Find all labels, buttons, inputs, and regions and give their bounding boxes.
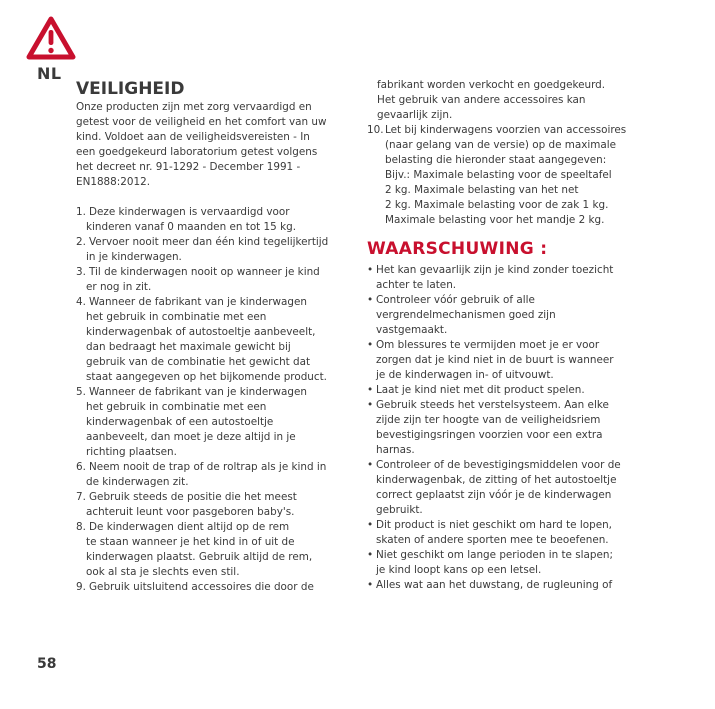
- warning-text: [376, 293, 639, 338]
- safety-rules-list-continued: [367, 123, 639, 228]
- text-line: zijde zijn ter hoogte van de veiligheidsriem: [376, 414, 601, 426]
- text-line: correct geplaatst zijn vóór je de kinderwagen: [376, 489, 612, 501]
- safety-rule-item: [76, 490, 348, 520]
- text-line: Maximale belasting voor het mandje 2 kg.: [385, 214, 605, 226]
- warning-item: [367, 293, 639, 338]
- warning-item: [367, 398, 639, 458]
- warning-text: [376, 548, 639, 578]
- safety-rule-item: [76, 265, 348, 295]
- text-line: kinderwagen plaatst. Gebruik altijd de rem,: [86, 551, 313, 563]
- text-line: 2 kg. Maximale belasting van het net: [385, 184, 579, 196]
- text-line: het gebruik in combinatie met een: [86, 311, 267, 323]
- text-line: Controleer of de bevestigingsmiddelen voor de: [376, 459, 621, 471]
- text-line: vastgemaakt.: [376, 324, 448, 336]
- rule-9-continued: [367, 78, 639, 123]
- bullet-icon: •: [367, 339, 374, 351]
- right-column: [367, 78, 639, 593]
- warning-text: [376, 578, 639, 593]
- warning-text: [376, 263, 639, 293]
- text-line: Het gebruik van andere accessoires kan: [377, 94, 586, 106]
- warning-text: [376, 518, 639, 548]
- text-line: getest voor de veiligheid en het comfort van uw: [76, 116, 327, 128]
- text-line: Vervoer nooit meer dan één kind tegelijkertijd: [89, 236, 329, 248]
- rule-text: [86, 265, 348, 295]
- text-line: EN1888:2012.: [76, 176, 151, 188]
- rule-number: 1.: [76, 206, 86, 218]
- rule-text: [86, 580, 348, 595]
- rule-text: [86, 385, 348, 460]
- text-line: gebruikt.: [376, 504, 423, 516]
- bullet-icon: •: [367, 264, 374, 276]
- text-line: kind. Voldoet aan de veiligheidsvereisten - In: [76, 131, 310, 143]
- rule-number: 2.: [76, 236, 86, 248]
- rule-number: 6.: [76, 461, 86, 473]
- text-line: kinderwagenbak of autostoeltje aanbeveelt,: [86, 326, 316, 338]
- warning-item: [367, 338, 639, 383]
- safety-intro: [76, 100, 348, 190]
- left-column: [76, 78, 348, 595]
- text-line: de kinderwagen zit.: [86, 476, 189, 488]
- text-line: Om blessures te vermijden moet je er voor: [376, 339, 600, 351]
- warning-item: [367, 518, 639, 548]
- rule-number: 4.: [76, 296, 86, 308]
- text-line: bevestigingsringen voorzien voor een extra: [376, 429, 603, 441]
- text-line: De kinderwagen dient altijd op de rem: [89, 521, 290, 533]
- rule-text: [385, 123, 639, 228]
- warning-item: [367, 458, 639, 518]
- warning-item: [367, 263, 639, 293]
- safety-rule-item: [76, 205, 348, 235]
- bullet-icon: •: [367, 519, 374, 531]
- warning-item: [367, 383, 639, 398]
- safety-rule-item: [76, 385, 348, 460]
- safety-title: VEILIGHEID: [76, 79, 185, 99]
- rule-number: 8.: [76, 521, 86, 533]
- text-line: harnas.: [376, 444, 415, 456]
- text-line: ook al sta je slechts even stil.: [86, 566, 240, 578]
- warning-text: [376, 458, 639, 518]
- text-line: Wanneer de fabrikant van je kinderwagen: [89, 296, 307, 308]
- language-code: NL: [37, 64, 62, 83]
- text-line: gevaarlijk zijn.: [377, 109, 453, 121]
- safety-rule-item: [76, 235, 348, 265]
- safety-rule-item: [367, 123, 639, 228]
- text-line: Niet geschikt om lange perioden in te slapen;: [376, 549, 613, 561]
- bullet-icon: •: [367, 579, 374, 591]
- warning-item: [367, 578, 639, 593]
- safety-rule-item: [76, 295, 348, 385]
- text-line: kinderwagenbak of een autostoeltje: [86, 416, 274, 428]
- bullet-icon: •: [367, 294, 374, 306]
- warning-text: [376, 383, 639, 398]
- text-line: richting plaatsen.: [86, 446, 177, 458]
- text-line: achteruit leunt voor pasgeboren baby's.: [86, 506, 295, 518]
- text-line: Het kan gevaarlijk zijn je kind zonder toezicht: [376, 264, 614, 276]
- text-line: het gebruik in combinatie met een: [86, 401, 267, 413]
- text-line: Neem nooit de trap of de roltrap als je kind in: [89, 461, 327, 473]
- text-line: Gebruik steeds het verstelsysteem. Aan elke: [376, 399, 609, 411]
- rule-text: [86, 295, 348, 385]
- rule-number: 5.: [76, 386, 86, 398]
- text-line: Onze producten zijn met zorg vervaardigd en: [76, 101, 312, 113]
- text-line: Alles wat aan het duwstang, de rugleuning of: [376, 579, 613, 591]
- text-line: kinderen vanaf 0 maanden en tot 15 kg.: [86, 221, 296, 233]
- text-line: staat aangegeven op het bijkomende product.: [86, 371, 327, 383]
- warning-text: [376, 398, 639, 458]
- text-line: vergrendelmechanismen goed zijn: [376, 309, 556, 321]
- text-line: Dit product is niet geschikt om hard te lopen,: [376, 519, 612, 531]
- text-line: Controleer vóór gebruik of alle: [376, 294, 535, 306]
- text-line: achter te laten.: [376, 279, 457, 291]
- text-line: het decreet nr. 91-1292 - December 1991 -: [76, 161, 301, 173]
- bullet-icon: •: [367, 399, 374, 411]
- text-line: Til de kinderwagen nooit op wanneer je kind: [89, 266, 320, 278]
- rule-text: [86, 235, 348, 265]
- text-line: zorgen dat je kind niet in de buurt is wanneer: [376, 354, 614, 366]
- text-line: fabrikant worden verkocht en goedgekeurd.: [377, 79, 606, 91]
- text-line: Laat je kind niet met dit product spelen.: [376, 384, 585, 396]
- warning-list: [367, 263, 639, 593]
- bullet-icon: •: [367, 459, 374, 471]
- warning-title: WAARSCHUWING :: [367, 239, 548, 259]
- safety-rule-item: [76, 520, 348, 580]
- safety-rule-item: [76, 460, 348, 490]
- text-line: kinderwagenbak, de zitting of het autostoeltje: [376, 474, 617, 486]
- text-line: een goedgekeurd laboratorium getest volgens: [76, 146, 318, 158]
- text-line: Gebruik steeds de positie die het meest: [89, 491, 297, 503]
- warning-text: [376, 338, 639, 383]
- text-line: Wanneer de fabrikant van je kinderwagen: [89, 386, 307, 398]
- page-number: 58: [37, 656, 57, 672]
- text-line: Bijv.: Maximale belasting voor de speeltafel: [385, 169, 612, 181]
- rule-number: 9.: [76, 581, 86, 593]
- safety-rule-item: [76, 580, 348, 595]
- rule-text: [86, 460, 348, 490]
- safety-rules-list: [76, 205, 348, 595]
- text-line: 2 kg. Maximale belasting voor de zak 1 kg.: [385, 199, 609, 211]
- text-line: te staan wanneer je het kind in of uit de: [86, 536, 295, 548]
- rule-text: [86, 205, 348, 235]
- text-line: in je kinderwagen.: [86, 251, 182, 263]
- text-line: gebruik van de combinatie het gewicht dat: [86, 356, 311, 368]
- text-line: (naar gelang van de versie) op de maximale: [385, 139, 617, 151]
- rule-number: 10.: [367, 124, 384, 136]
- rule-text: [86, 490, 348, 520]
- bullet-icon: •: [367, 549, 374, 561]
- warning-item: [367, 548, 639, 578]
- text-line: er nog in zit.: [86, 281, 152, 293]
- text-line: je kind loopt kans op een letsel.: [376, 564, 542, 576]
- text-line: skaten of andere sporten mee te beoefenen.: [376, 534, 609, 546]
- text-line: belasting die hieronder staat aangegeven:: [385, 154, 607, 166]
- text-line: aanbeveelt, dan moet je deze altijd in je: [86, 431, 296, 443]
- rule-number: 3.: [76, 266, 86, 278]
- rule-text: [86, 520, 348, 580]
- text-line: Deze kinderwagen is vervaardigd voor: [89, 206, 290, 218]
- text-line: Gebruik uitsluitend accessoires die door de: [89, 581, 314, 593]
- text-line: dan bedraagt het maximale gewicht bij: [86, 341, 291, 353]
- text-line: je de kinderwagen in- of uitvouwt.: [376, 369, 554, 381]
- rule-number: 7.: [76, 491, 86, 503]
- warning-triangle-icon: [26, 16, 76, 61]
- bullet-icon: •: [367, 384, 374, 396]
- text-line: Let bij kinderwagens voorzien van accessoires: [385, 124, 627, 136]
